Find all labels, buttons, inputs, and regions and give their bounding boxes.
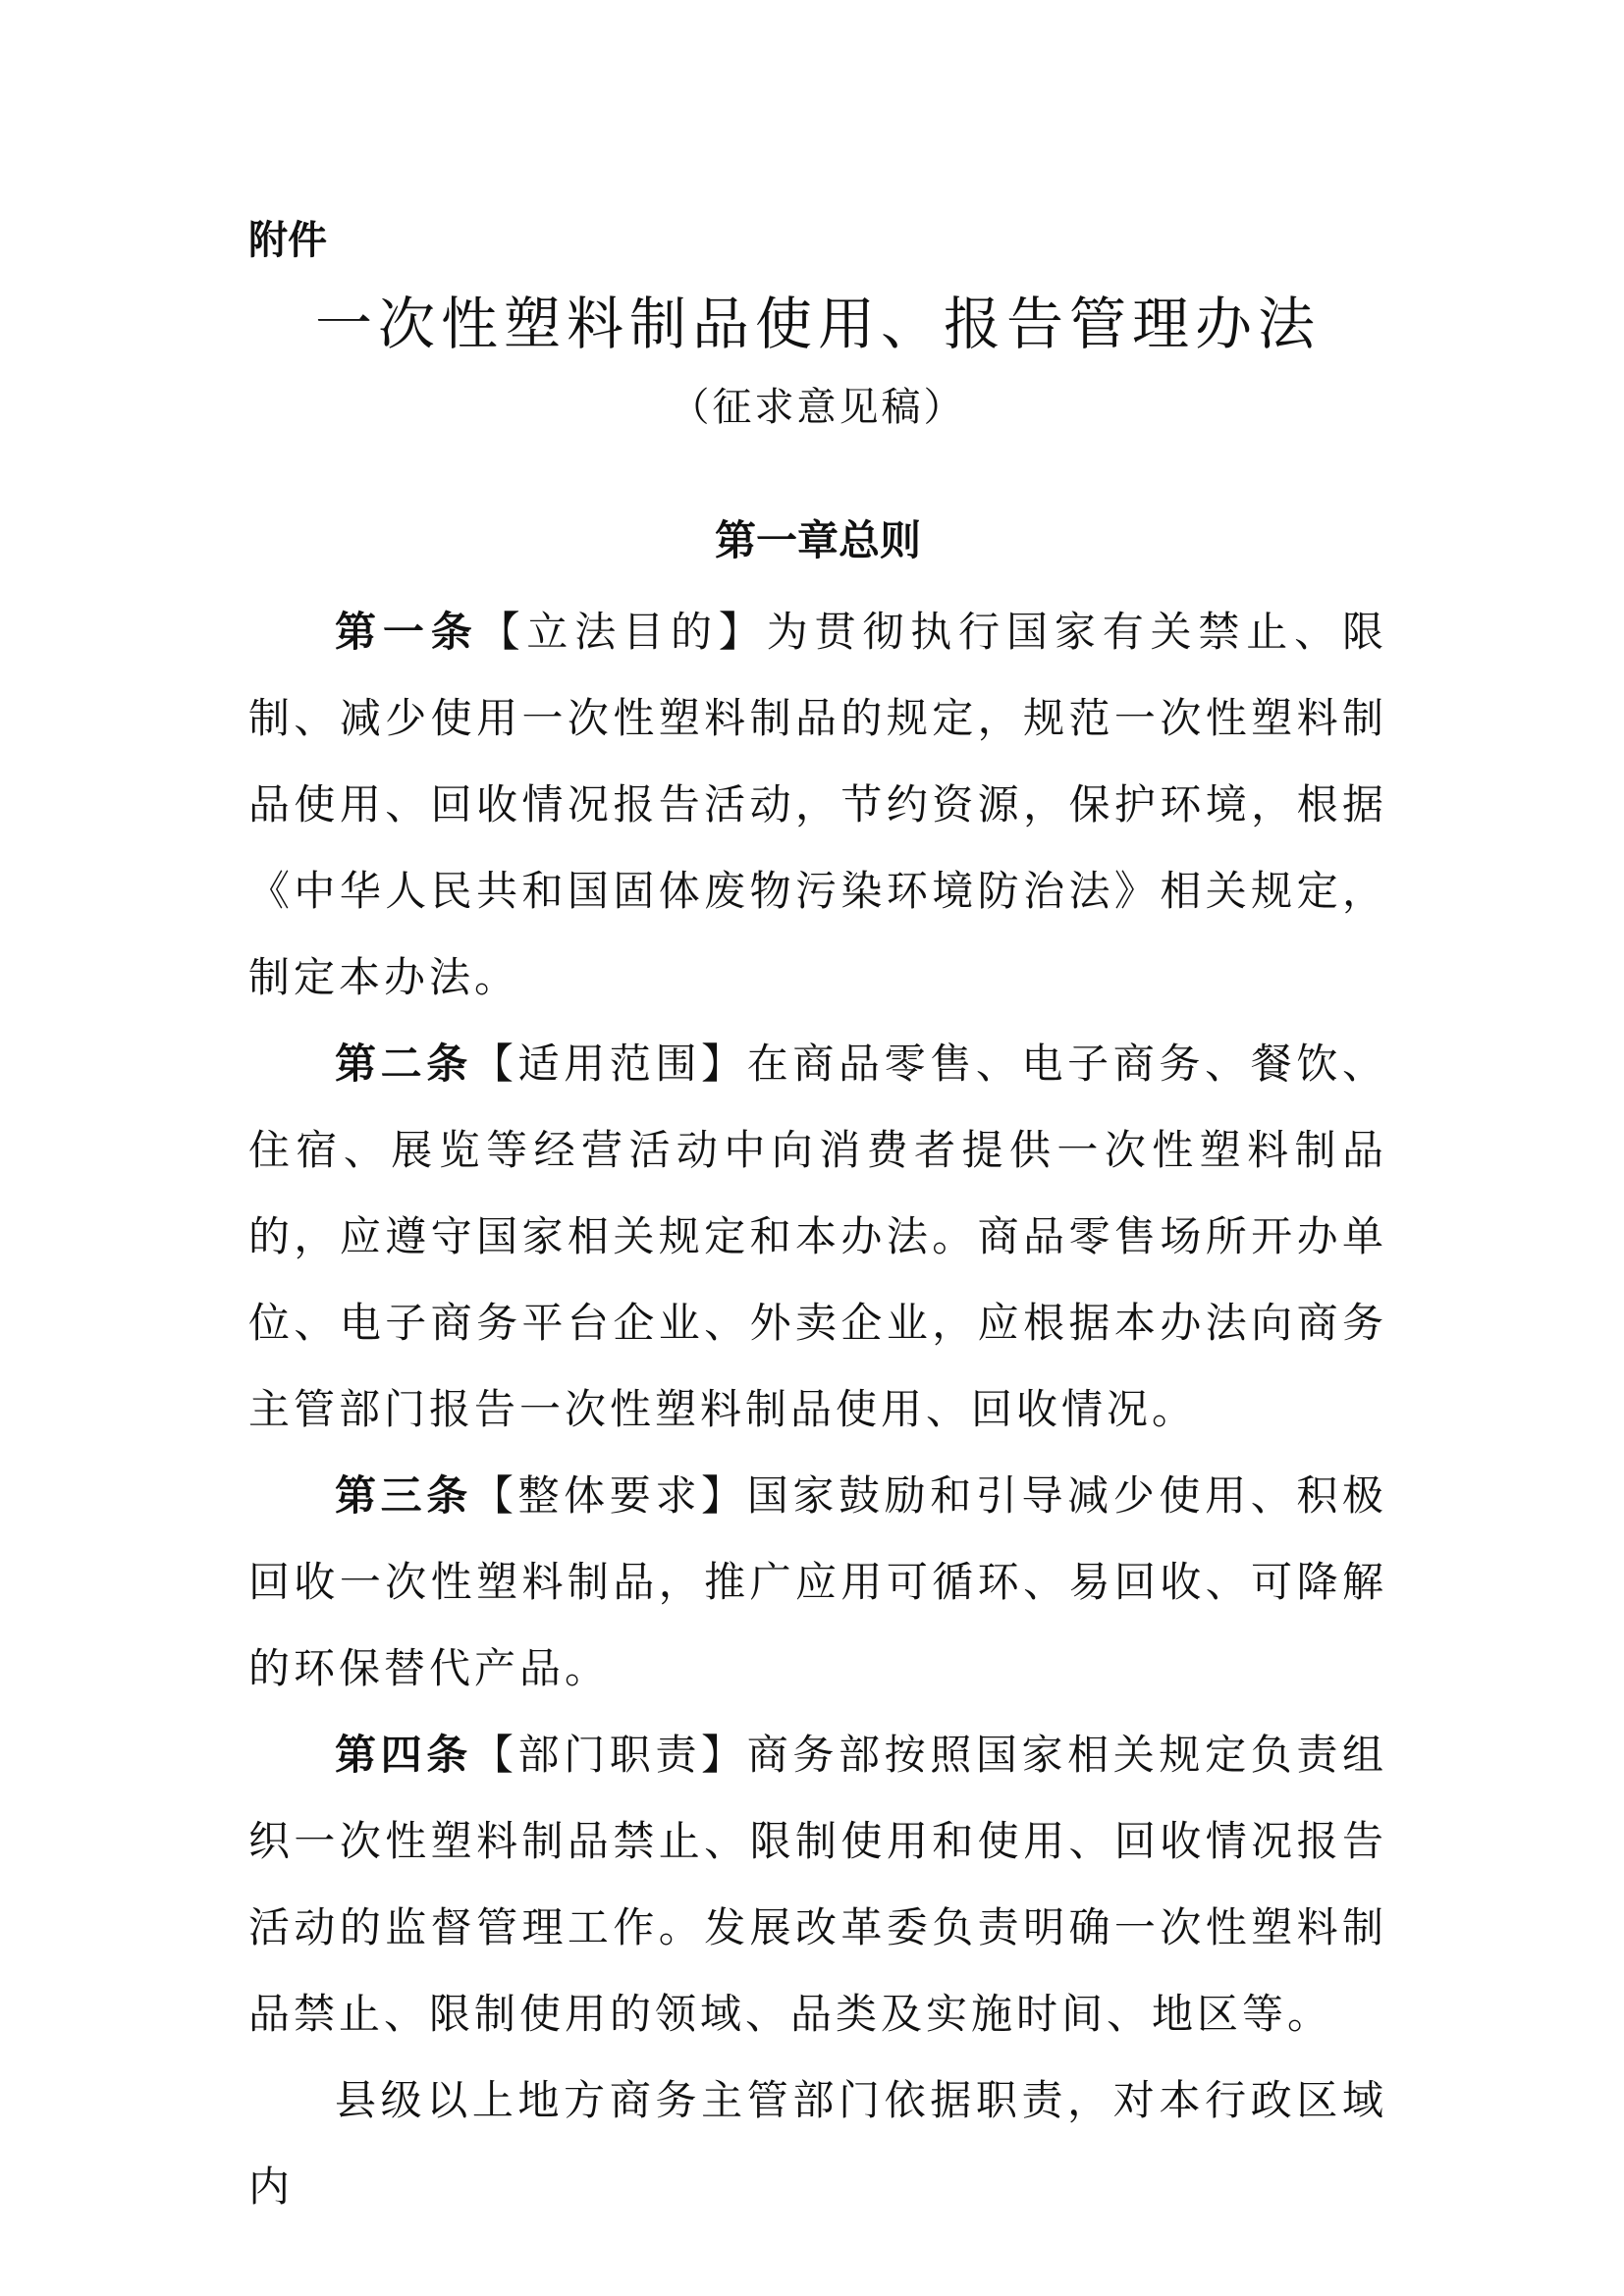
article-label: 第一条 [335, 608, 479, 656]
article-label: 第三条 [335, 1471, 472, 1520]
article-text: 【整体要求】国家鼓励和引导减少使用、积极回收一次性塑料制品，推广应用可循环、易回收、可降解的环保替代产品。 [248, 1471, 1387, 1692]
article-label: 第二条 [335, 1040, 472, 1088]
attachment-label: 附件 [248, 218, 327, 263]
document-body [248, 589, 1387, 2230]
document-subtitle: （征求意见稿） [670, 385, 966, 430]
article-1 [248, 589, 1387, 1021]
article-label: 第四条 [335, 1731, 472, 1779]
document-title: 一次性塑料制品使用、报告管理办法 [314, 291, 1321, 357]
chapter-heading: 第一章总则 [714, 516, 921, 564]
article-text: 【部门职责】商务部按照国家相关规定负责组织一次性塑料制品禁止、限制使用和使用、回收情况报告活动的监督管理工作。发展改革委负责明确一次性塑料制品禁止、限制使用的领域、品类及实施时间、地区等。 [248, 1731, 1387, 2038]
article-3 [248, 1453, 1387, 1712]
article-text: 【立法目的】为贯彻执行国家有关禁止、限制、减少使用一次性塑料制品的规定，规范一次性塑料制品使用、回收情况报告活动，节约资源，保护环境，根据《中华人民共和国固体废物污染环境防治法》相关规定，制定本办法。 [248, 608, 1387, 1001]
article-4 [248, 1712, 1387, 2057]
article-text: 【适用范围】在商品零售、电子商务、餐饮、住宿、展览等经营活动中向消费者提供一次性塑料制品的，应遵守国家相关规定和本办法。商品零售场所开办单位、电子商务平台企业、外卖企业，应根据本办法向商务主管部门报告一次性塑料制品使用、回收情况。 [248, 1040, 1387, 1433]
trailing-paragraph: 县级以上地方商务主管部门依据职责，对本行政区域内 [248, 2076, 1387, 2211]
article-2 [248, 1021, 1387, 1453]
